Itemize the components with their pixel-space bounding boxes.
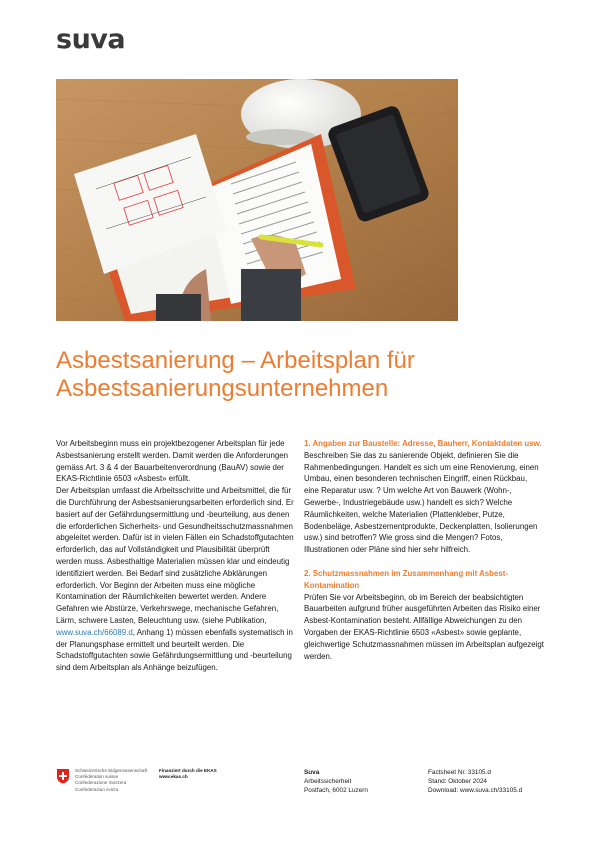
confed-line: Schweizerische Eidgenossenschaft — [75, 768, 148, 773]
swiss-shield-icon — [56, 768, 70, 784]
confed-line: Confederazione Svizzera — [75, 780, 127, 786]
financing-block — [159, 768, 217, 780]
sections-column — [304, 438, 544, 662]
factsheet-status: Stand: Oktober 2024 — [428, 778, 487, 786]
section-1-body: Beschreiben Sie das zu sanierende Objekt, definieren Sie die Rahmenbedingungen. Handelt es sich um eine Renovierung, einen Umbau, einen besonderen technischen Eingriff, einen Rückbau, eine Reparatur usw. ? Um welche Art von Bauwerk (Wohn-, Gewerbe-, Industriegebäude usw.) handelt es sich? Welche Räumlichkeiten, welche Materialien (Plattenkleber, Putze, Bodenbeläge, Asbestzementprodukte, Deckenplatten, Isolierungen usw.) sind betroffen? Wie gross sind die Mengen? Fotos, Illustrationen oder Pläne sind hier sehr hilfreich. — [304, 450, 539, 555]
publication-link[interactable]: www.suva.ch/66089.d — [56, 627, 133, 637]
intro-column — [56, 438, 296, 674]
confed-line: Confederaziun svizra — [75, 786, 119, 792]
org-dept: Arbeitssicherheit — [304, 778, 352, 786]
page-title: Asbestsanierung – Arbeitsplan für Asbestsanierungsunternehmen — [56, 347, 415, 402]
workplan-text-after-link: , Anhang 1) müssen ebenfalls systematisch in der Planungsphase ermittelt und beurteilt werden. Die Schadstoffgutachten sowie Gefährdungsermittlung und -beurteilung sind dem Arbeitsplan als Anhänge beizufügen. — [56, 627, 293, 673]
section-2-body: Prüfen Sie vor Arbeitsbeginn, ob im Bereich der beabsichtigten Bauarbeiten aufgrund früher ausgeführten Arbeiten das Risiko einer Asbest-Kontamination besteht. Allfällige Abweichungen zu den Vorgaben der EKAS-Richtlinie 6503 «Asbest» sowie geplante, gleichwertige Schutzmassnahmen müssen im Arbeitsplan aufgezeigt werden. — [304, 592, 544, 661]
org-address: Postfach, 6002 Luzern — [304, 787, 368, 795]
factsheet-number: Factsheet Nr. 33105.d — [428, 769, 491, 776]
org-block — [304, 768, 368, 796]
workplan-paragraph — [56, 485, 296, 674]
financed-url[interactable]: www.ekas.ch — [159, 774, 188, 780]
hero-photo — [56, 79, 458, 321]
confederation-block — [56, 768, 147, 793]
org-name: Suva — [304, 769, 320, 776]
photo-illustration — [56, 79, 458, 321]
financed-label: Finanziert durch die EKAS — [159, 768, 217, 773]
section-1-heading: 1. Angaben zur Baustelle: Adresse, Bauherr, Kontaktdaten usw. — [304, 439, 542, 448]
workplan-text-before-link: Der Arbeitsplan umfasst die Arbeitsschritte und Arbeitsmittel, die für die Durchführung der Asbestsanierungsarbeiten erforderlich sind. Er basiert auf der Gefährdungsermittlung und -beurteilung, aus denen die erforderlichen Sicherheits- und Gesundheitsschutzmassnahmen abgeleitet werden. Dafür ist in vielen Fällen ein Schadstoffgutachten erforderlich, das auf Vollständigkeit und Plausibilität überprüft werden muss. Asbesthaltige Materialien müssen klar und eindeutig identifiziert werden. Bei Bedarf sind zusätzliche Abklärungen erforderlich. Vor Beginn der Arbeiten muss eine mögliche Kontamination der Räumlichkeiten bewertet werden. Andere Gefahren wie Abstürze, Verkehrswege, mechanische Gefahren, Lärm, schwere Lasten, Beleuchtung usw. (siehe Publikation, — [56, 486, 294, 625]
confed-line: Confédération suisse — [75, 774, 119, 780]
section-2-heading: 2. Schutzmassnahmen im Zusammenhang mit Asbest-Kontamination — [304, 568, 509, 590]
suva-logo: suva — [56, 24, 126, 55]
intro-paragraph: Vor Arbeitsbeginn muss ein projektbezogener Arbeitsplan für jede Asbestsanierung erstellt werden. Damit werden die Anforderungen gemäss Art. 3 & 4 der Bauarbeitenverordnung (BauAV) sowie der EKAS-Richtlinie 6503 «Asbest» erfüllt. — [56, 439, 289, 484]
confederation-names — [75, 768, 147, 793]
factsheet-block — [428, 768, 522, 796]
download-link[interactable]: Download: www.suva.ch/33105.d — [428, 787, 523, 795]
